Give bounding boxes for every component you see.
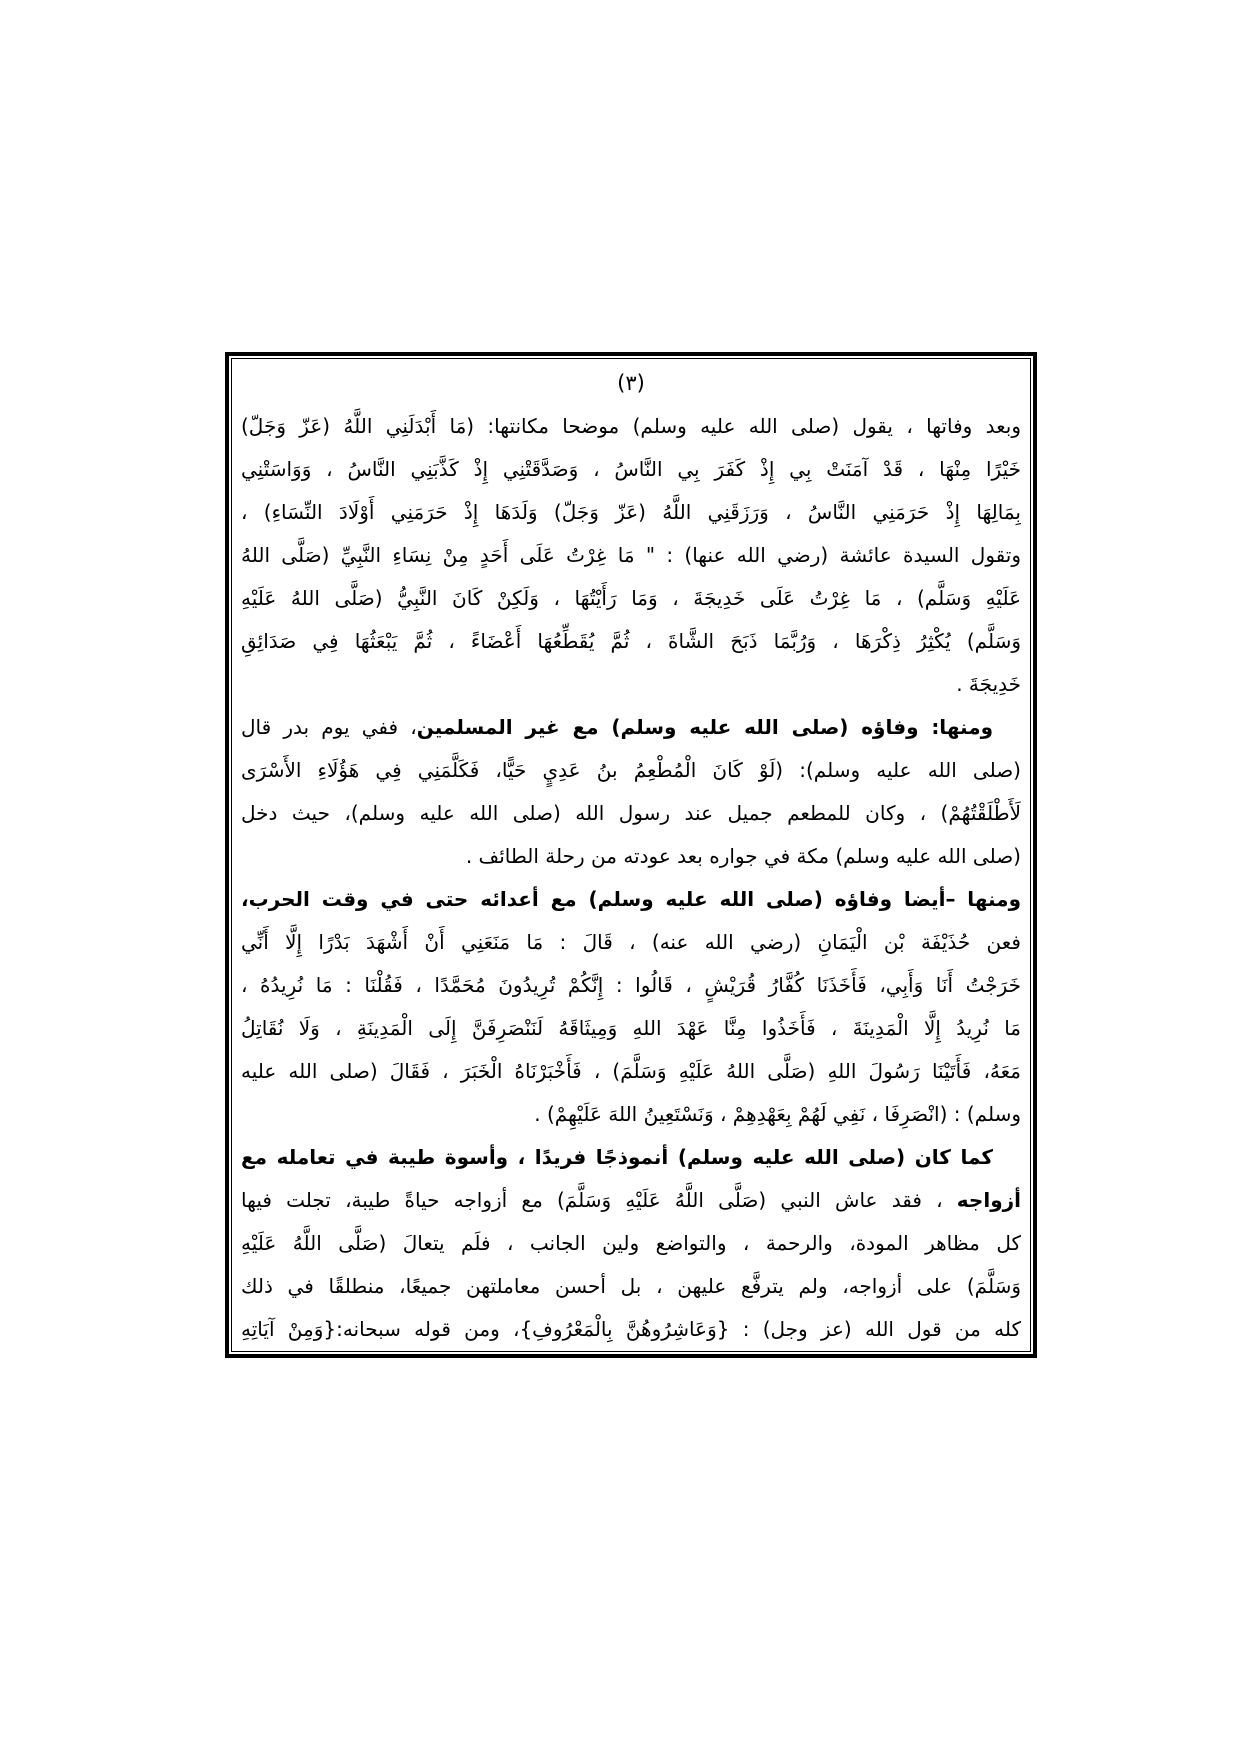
emphasized-text: ومنها –أيضا وفاؤه (صلى الله عليه وسلم) مع أعدائه حتى في وقت الحرب، [241, 887, 1021, 911]
text-line [241, 1308, 1021, 1351]
line-text: فعن حُذَيْفَة بْن الْيَمَانِ (رضي الله عنه) ، قَالَ : مَا مَنَعَنِي أَنْ أَشْهَدَ بَدْرًا إِلَّا أَنِّي [241, 930, 1021, 954]
line-text: ، ففي يوم بدر قال [241, 715, 417, 739]
line-text: بِمَالِهَا إِذْ حَرَمَنِي النَّاسُ ، وَرَزَقَنِي اللَّهُ (عَزّ وَجَلّ) وَلَدَهَا إِذْ حَرَمَنِي أَوْلَادَ النِّسَاءِ) ، [241, 500, 1021, 524]
line-text: وَسَلَّمَ) على أزواجه، ولم يترفَّع عليهن ، بل أحسن معاملتهن جميعًا، منطلقًا في ذلك [241, 1274, 1021, 1298]
line-text: (صلى الله عليه وسلم) مكة في جواره بعد عودته من رحلة الطائف . [465, 844, 1021, 868]
line-text: مَا نُرِيدُ إِلَّا الْمَدِينَةَ ، فَأَخَذُوا مِنَّا عَهْدَ اللهِ وَمِيثَاقَهُ لَنَنْصَرِفَنَّ إِلَى الْمَدِينَةِ ، وَلَا نُقَاتِلُ [241, 1016, 1021, 1040]
text-line [241, 663, 1021, 706]
line-text: وتقول السيدة عائشة (رضي الله عنها) : " مَا غِرْتُ عَلَى أَحَدٍ مِنْ نِسَاءِ النَّبِيِّ (صَلَّى اللهُ [241, 543, 1021, 567]
paragraph-heading-line [241, 1136, 1021, 1179]
line-text: كله من قول الله (عز وجل) : {وَعَاشِرُوهُنَّ بِالْمَعْرُوفِ}، ومن قوله سبحانه:{وَمِنْ آيَاتِهِ [241, 1317, 1021, 1341]
text-line [241, 835, 1021, 878]
text-line [241, 534, 1021, 577]
text-line [241, 405, 1021, 448]
text-line [241, 1179, 1021, 1222]
line-text: مَعَهُ، فَأَتَيْنَا رَسُولَ اللهِ (صَلَّى اللهُ عَلَيْهِ وَسَلَّمَ) ، فَأَخْبَرْنَاهُ الْخَبَرَ ، فَقَالَ (صلى الله عليه [241, 1059, 1021, 1083]
text-line [241, 1007, 1021, 1050]
line-text: خَدِيجَةَ . [956, 672, 1021, 696]
text-line [241, 921, 1021, 964]
paragraph-heading-line [241, 706, 1021, 749]
text-line [241, 1050, 1021, 1093]
body-text [241, 405, 1021, 1351]
text-line [241, 1222, 1021, 1265]
text-line [241, 964, 1021, 1007]
emphasized-text: ومنها: وفاؤه (صلى الله عليه وسلم) مع غير المسلمين [416, 715, 994, 739]
emphasized-text: أزواجه [956, 1188, 1021, 1212]
paragraph-heading-line [241, 878, 1021, 921]
line-text: لَأَطْلَقْتُهُمْ) ، وكان للمطعم جميل عند رسول الله (صلى الله عليه وسلم)، حيث دخل [241, 801, 1021, 825]
text-line [241, 491, 1021, 534]
emphasized-text: كما كان (صلى الله عليه وسلم) أنموذجًا فريدًا ، وأسوة طيبة في تعامله مع [241, 1145, 993, 1169]
line-text: عَلَيْهِ وَسَلَّم) ، مَا غِرْتُ عَلَى خَدِيجَةَ ، وَمَا رَأَيْتُهَا ، وَلَكِنْ كَانَ النَّبِيُّ (صَلَّى اللهُ عَلَيْهِ [241, 586, 1021, 610]
line-text: ، فقد عاش النبي (صَلَّى اللَّهُ عَلَيْهِ وَسَلَّمَ) مع أزواجه حياةً طيبة، تجلت فيها [241, 1188, 957, 1212]
text-line [241, 792, 1021, 835]
page-frame [225, 352, 1037, 1358]
line-text: وسلم) : (انْصَرِفَا ، نَفِي لَهُمْ بِعَهْدِهِمْ ، وَنَسْتَعِينُ اللهَ عَلَيْهِمْ) . [534, 1102, 1021, 1126]
text-line [241, 577, 1021, 620]
text-line [241, 448, 1021, 491]
text-line [241, 1265, 1021, 1308]
text-line [241, 1093, 1021, 1136]
page-number: (٣) [617, 371, 645, 395]
line-text: خَيْرًا مِنْهَا ، قَدْ آمَنَتْ بِي إِذْ كَفَرَ بِي النَّاسُ ، وَصَدَّقَتْنِي إِذْ كَذَّبَنِي النَّاسُ ، وَوَاسَتْنِي [241, 457, 1021, 481]
line-text: (صلى الله عليه وسلم): (لَوْ كَانَ الْمُطْعِمُ بنُ عَدِيٍ حَيًّا، فَكَلَّمَنِي فِي هَؤُلَاءِ الأَسْرَى [241, 758, 1021, 782]
text-line [241, 620, 1021, 663]
line-text: وَسَلَّم) يُكْثِرُ ذِكْرَهَا ، وَرُبَّمَا ذَبَحَ الشَّاةَ ، ثُمَّ يُقَطِّعُهَا أَعْضَاءً ، ثُمَّ يَبْعَثُهَا فِي صَدَائِقِ [241, 629, 1021, 653]
line-text: وبعد وفاتها ، يقول (صلى الله عليه وسلم) موضحا مكانتها: (مَا أَبْدَلَنِي اللَّهُ (عَزّ وَجَلّ) [241, 414, 1021, 438]
line-text: خَرَجْتُ أَنَا وَأَبِي، فَأَخَذَنَا كُفَّارُ قُرَيْشٍ ، قَالُوا : إِنَّكُمْ تُرِيدُونَ مُحَمَّدًا ، فَقُلْنَا : مَا نُرِيدُهُ ، [241, 973, 1021, 997]
text-line [241, 749, 1021, 792]
line-text: كل مظاهر المودة، والرحمة ، والتواضع ولين الجانب ، فلَم يتعالَ (صَلَّى اللَّهُ عَلَيْهِ [241, 1231, 1021, 1255]
